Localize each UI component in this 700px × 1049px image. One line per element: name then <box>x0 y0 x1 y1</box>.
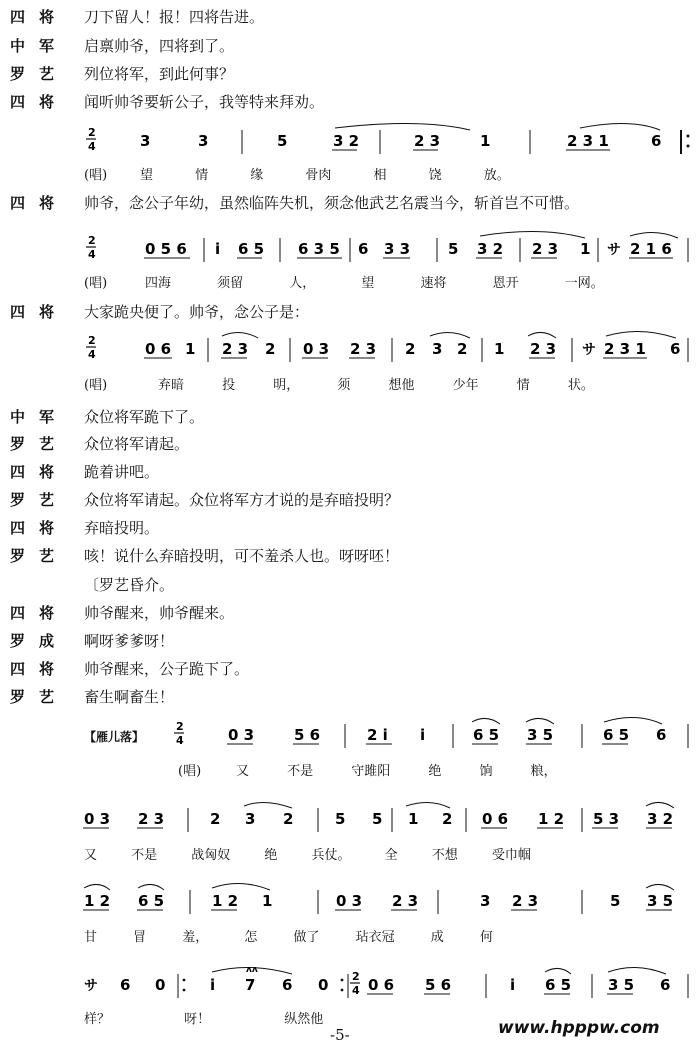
svg-text:5: 5 <box>372 810 383 828</box>
svg-text:3: 3 <box>140 132 151 150</box>
svg-text:3: 3 <box>245 810 256 828</box>
svg-text:i: i <box>510 976 516 994</box>
svg-text:1: 1 <box>408 810 419 828</box>
svg-text:⌒: ⌒ <box>652 122 662 131</box>
speaker: 罗艺 <box>10 491 69 509</box>
speaker: 四将 <box>10 303 69 321</box>
lyrics: 又 不是 守雎阳 绝 饷 粮， <box>236 764 557 779</box>
svg-text:1: 1 <box>185 340 196 358</box>
svg-text:2 3: 2 3 <box>532 240 559 258</box>
notation-staff <box>0 800 700 840</box>
stage-direction: 〔罗艺昏介。 <box>84 576 175 594</box>
svg-text:5 6: 5 6 <box>294 726 321 744</box>
notation-staff <box>0 716 700 756</box>
line-text: 畜生啊畜生！ <box>84 688 175 706</box>
svg-text:3 5: 3 5 <box>527 726 554 744</box>
notation-staff <box>0 882 700 922</box>
speaker: 中军 <box>10 37 69 55</box>
speaker: 罗艺 <box>10 65 69 83</box>
svg-text:5: 5 <box>448 240 459 258</box>
svg-text:0 3: 0 3 <box>84 810 111 828</box>
line-text: 闻听帅爷要斩公子，我等特来拜劝。 <box>84 93 325 111</box>
svg-text:2 3: 2 3 <box>350 340 377 358</box>
svg-text:2 i: 2 i <box>367 726 388 744</box>
svg-text:0 3: 0 3 <box>228 726 255 744</box>
line-text: 帅爷醒来，帅爷醒来。 <box>84 604 235 622</box>
svg-text:4: 4 <box>88 348 96 361</box>
speaker: 四将 <box>10 519 69 537</box>
line-text: 启禀帅爷，四将到了。 <box>84 37 235 55</box>
line-text: 列位将军，到此何事？ <box>84 65 235 83</box>
svg-text:6: 6 <box>660 976 671 994</box>
svg-text:0 5 6: 0 5 6 <box>145 240 187 258</box>
svg-text:3 2: 3 2 <box>333 132 360 150</box>
svg-text:0 6: 0 6 <box>145 340 172 358</box>
svg-text:1 2: 1 2 <box>84 892 111 910</box>
svg-text:6 5: 6 5 <box>138 892 165 910</box>
score-line <box>0 800 700 866</box>
svg-text:2: 2 <box>457 340 468 358</box>
svg-text:3: 3 <box>480 892 491 910</box>
svg-text:2 3 1: 2 3 1 <box>567 132 609 150</box>
svg-text:4: 4 <box>352 984 360 997</box>
svg-text:6 5: 6 5 <box>545 976 572 994</box>
svg-text:2: 2 <box>352 970 360 983</box>
lyrics: 甘 冒 羞， 怎 做了 玷衣冠 成 何 <box>84 930 493 945</box>
svg-text:2 3 1: 2 3 1 <box>604 340 646 358</box>
svg-text:2 3: 2 3 <box>392 892 419 910</box>
svg-text:4: 4 <box>88 140 96 153</box>
time-signature: 2 <box>88 126 96 139</box>
svg-text:2 3: 2 3 <box>512 892 539 910</box>
svg-text:2 3: 2 3 <box>530 340 557 358</box>
svg-text:5 6: 5 6 <box>425 976 452 994</box>
svg-text:5 3: 5 3 <box>593 810 620 828</box>
svg-text:3 5: 3 5 <box>647 892 674 910</box>
svg-text:5: 5 <box>610 892 621 910</box>
svg-text:2 1 6: 2 1 6 <box>630 240 672 258</box>
notation-staff <box>0 330 700 370</box>
banqiang-tag: 【雁儿落】 <box>84 730 145 744</box>
time-signature: 2 <box>88 234 96 247</box>
notation-staff <box>0 122 700 162</box>
speaker: 罗成 <box>10 632 69 650</box>
page-number: -5- <box>330 1026 350 1044</box>
svg-text:i: i <box>215 240 221 258</box>
svg-text:2 3: 2 3 <box>138 810 165 828</box>
svg-text:2 3: 2 3 <box>414 132 441 150</box>
speaker: 中军 <box>10 408 69 426</box>
speaker: 罗艺 <box>10 435 69 453</box>
speaker: 四将 <box>10 93 69 111</box>
line-text: 弃暗投明。 <box>84 519 160 537</box>
score-line <box>0 330 700 396</box>
svg-text:6 5: 6 5 <box>473 726 500 744</box>
speaker: 四将 <box>10 463 69 481</box>
svg-text:⌒: ⌒ <box>121 966 131 975</box>
line-text: 帅爷，念公子年幼，虽然临阵失机，须念他武艺名震当今，斩首岂不可惜。 <box>84 194 580 212</box>
svg-text:サ: サ <box>84 978 98 994</box>
svg-text:6: 6 <box>656 726 667 744</box>
svg-text:3: 3 <box>198 132 209 150</box>
line-text: 帅爷醒来，公子跪下了。 <box>84 660 250 678</box>
svg-text:5: 5 <box>277 132 288 150</box>
notation-staff <box>0 966 700 1006</box>
scatter-mark: サ <box>607 242 621 258</box>
svg-text:0 3: 0 3 <box>336 892 363 910</box>
svg-text:5: 5 <box>335 810 346 828</box>
lyrics: 望 情 缘 骨肉 相 饶 放。 <box>140 168 510 183</box>
score-line <box>0 122 700 188</box>
svg-text:2: 2 <box>265 340 276 358</box>
time-signature: 2 <box>176 720 184 733</box>
svg-text:3 3: 3 3 <box>384 240 411 258</box>
svg-text:6: 6 <box>282 976 293 994</box>
line-text: 刀下留人！报！四将告进。 <box>84 8 265 26</box>
line-text: 大家跪央便了。帅爷，念公子是： <box>84 303 310 321</box>
sang-marker: (唱) <box>84 168 108 183</box>
score-line <box>0 230 700 296</box>
svg-text:サ: サ <box>582 342 596 358</box>
speaker: 罗艺 <box>10 547 69 565</box>
lyrics: 样？ 呀！ 纵然他 <box>84 1012 324 1027</box>
sang-marker: (唱) <box>84 276 108 291</box>
svg-text:i: i <box>210 976 216 994</box>
svg-text:6: 6 <box>670 340 681 358</box>
sang-marker: (唱) <box>84 378 108 393</box>
svg-text:2: 2 <box>405 340 416 358</box>
line-text: 众位将军请起。众位将军方才说的是弃暗投明？ <box>84 491 400 509</box>
svg-text:1: 1 <box>494 340 505 358</box>
score-line <box>0 966 700 1026</box>
svg-text:0 3: 0 3 <box>303 340 330 358</box>
svg-text:1 2: 1 2 <box>212 892 239 910</box>
svg-text:6: 6 <box>358 240 369 258</box>
line-text: 跪着讲吧。 <box>84 463 160 481</box>
lyrics: 又 不是 战匈奴 绝 兵仗。 全 不想 受巾帼 <box>84 848 531 863</box>
svg-text:6 5: 6 5 <box>603 726 630 744</box>
svg-text:6: 6 <box>120 976 131 994</box>
svg-text:0: 0 <box>318 976 329 994</box>
svg-text:7: 7 <box>245 976 256 994</box>
svg-text:6 5: 6 5 <box>238 240 265 258</box>
svg-text:1: 1 <box>262 892 273 910</box>
svg-text:3 2: 3 2 <box>477 240 504 258</box>
score-line <box>0 716 700 786</box>
svg-text:0: 0 <box>155 976 166 994</box>
svg-text:2: 2 <box>283 810 294 828</box>
svg-text:3 2: 3 2 <box>647 810 674 828</box>
svg-text:2 3: 2 3 <box>222 340 249 358</box>
speaker: 四将 <box>10 8 69 26</box>
svg-text:2: 2 <box>210 810 221 828</box>
lyrics: 弃暗 投 明， 须 想他 少年 情 状。 <box>158 378 594 393</box>
line-text: 众位将军跪下了。 <box>84 408 205 426</box>
speaker: 罗艺 <box>10 688 69 706</box>
svg-text:0 6: 0 6 <box>368 976 395 994</box>
speaker: 四将 <box>10 660 69 678</box>
svg-text:ᴧᴧ: ᴧᴧ <box>246 966 258 975</box>
svg-text:0 6: 0 6 <box>482 810 509 828</box>
svg-text:i: i <box>420 726 426 744</box>
watermark: www.hpppw.com <box>498 1018 660 1038</box>
svg-text:1: 1 <box>480 132 491 150</box>
speaker: 四将 <box>10 604 69 622</box>
sang-marker: (唱) <box>178 764 202 779</box>
svg-text:6: 6 <box>651 132 662 150</box>
speaker: 四将 <box>10 194 69 212</box>
line-text: 咳！说什么弃暗投明，可不羞杀人也。呀呀呸！ <box>84 547 400 565</box>
line-text: 啊呀爹爹呀！ <box>84 632 175 650</box>
svg-text:6 3 5: 6 3 5 <box>298 240 340 258</box>
time-signature: 2 <box>88 334 96 347</box>
svg-text:2: 2 <box>442 810 453 828</box>
lyrics: 四海 须留 人， 望 速将 恩开 一网。 <box>145 276 604 291</box>
svg-text:3 5: 3 5 <box>608 976 635 994</box>
svg-text:4: 4 <box>176 734 184 747</box>
svg-text:3: 3 <box>432 340 443 358</box>
svg-text:1 2: 1 2 <box>538 810 565 828</box>
svg-text:4: 4 <box>88 248 96 261</box>
score-line <box>0 882 700 948</box>
line-text: 众位将军请起。 <box>84 435 190 453</box>
svg-text:1: 1 <box>580 240 591 258</box>
notation-staff <box>0 230 700 270</box>
